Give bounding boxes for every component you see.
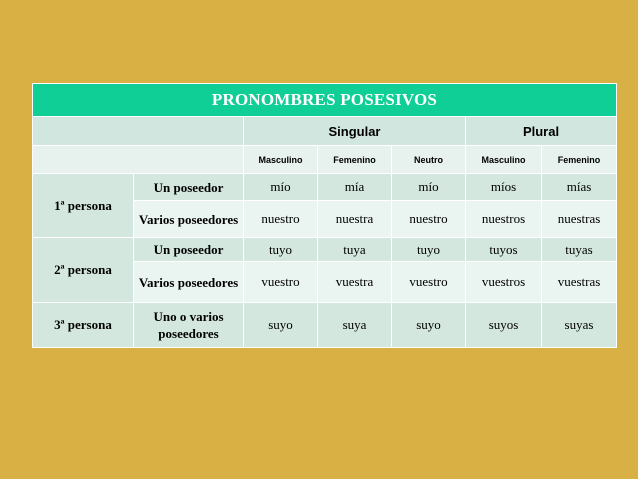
pronoun-cell: tuyo <box>392 238 466 262</box>
poseedor-label: Varios poseedores <box>134 201 244 238</box>
pronoun-cell: vuestro <box>244 262 318 303</box>
header-blank <box>33 117 244 146</box>
pronoun-cell: suyo <box>244 303 318 348</box>
pronoun-cell: vuestra <box>318 262 392 303</box>
pronoun-cell: vuestros <box>466 262 542 303</box>
header-blank <box>33 146 244 174</box>
header-masculino-singular: Masculino <box>244 146 318 174</box>
pronoun-cell: tuyos <box>466 238 542 262</box>
table-row <box>33 174 617 201</box>
persona-label: 1ª persona <box>33 174 134 238</box>
pronoun-cell: nuestros <box>466 201 542 238</box>
pronoun-cell: nuestro <box>244 201 318 238</box>
header-neutro: Neutro <box>392 146 466 174</box>
possessive-pronouns-table <box>32 83 617 348</box>
pronoun-cell: mías <box>542 174 617 201</box>
pronoun-cell: suyo <box>392 303 466 348</box>
pronoun-cell: nuestro <box>392 201 466 238</box>
pronoun-cell: tuyo <box>244 238 318 262</box>
poseedor-label: Un poseedor <box>134 238 244 262</box>
header-femenino-plural: Femenino <box>542 146 617 174</box>
persona-label: 2ª persona <box>33 238 134 303</box>
pronoun-cell: suyos <box>466 303 542 348</box>
table-row <box>33 303 617 348</box>
header-singular: Singular <box>244 117 466 146</box>
pronoun-cell: nuestras <box>542 201 617 238</box>
poseedor-label: Varios poseedores <box>134 262 244 303</box>
pronoun-cell: suya <box>318 303 392 348</box>
header-femenino-singular: Femenino <box>318 146 392 174</box>
pronoun-cell: nuestra <box>318 201 392 238</box>
persona-label: 3ª persona <box>33 303 134 348</box>
header-masculino-plural: Masculino <box>466 146 542 174</box>
pronoun-cell: míos <box>466 174 542 201</box>
poseedor-label: Uno o varios poseedores <box>134 303 244 348</box>
pronoun-cell: vuestro <box>392 262 466 303</box>
pronoun-cell: mío <box>244 174 318 201</box>
poseedor-label: Un poseedor <box>134 174 244 201</box>
table-title: PRONOMBRES POSESIVOS <box>33 84 617 117</box>
header-plural: Plural <box>466 117 617 146</box>
pronoun-cell: mío <box>392 174 466 201</box>
pronoun-cell: vuestras <box>542 262 617 303</box>
pronoun-cell: mía <box>318 174 392 201</box>
pronoun-cell: tuyas <box>542 238 617 262</box>
table-row <box>33 238 617 262</box>
pronoun-cell: tuya <box>318 238 392 262</box>
pronoun-cell: suyas <box>542 303 617 348</box>
